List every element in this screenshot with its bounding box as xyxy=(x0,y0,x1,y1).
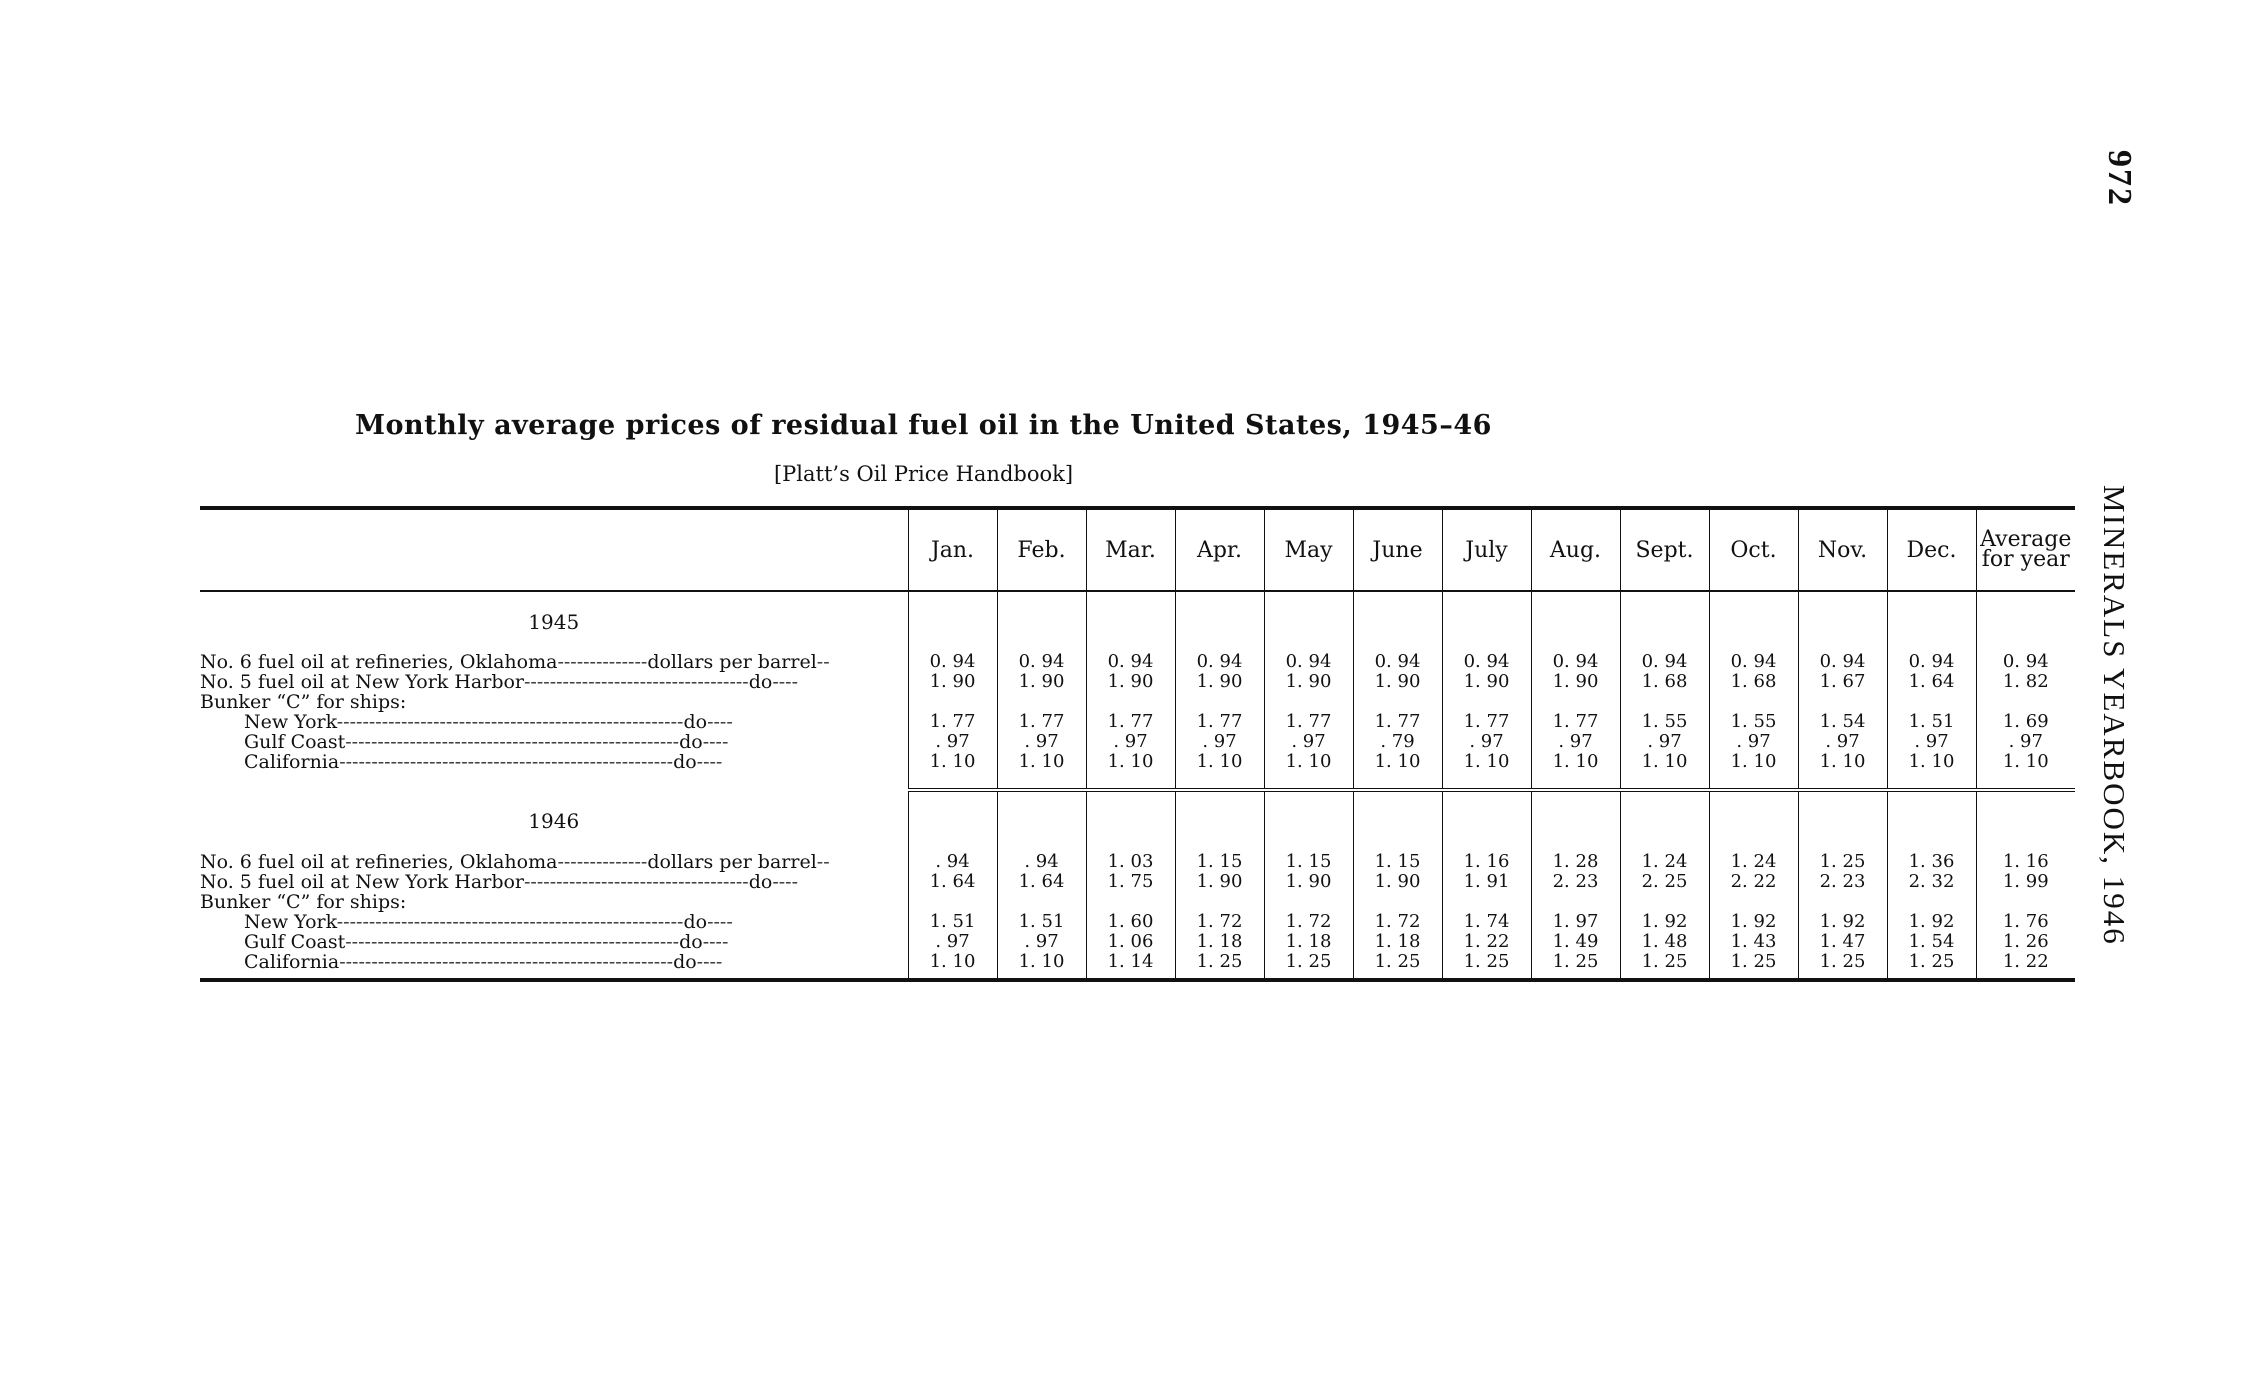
value-cell: . 97 xyxy=(1887,732,1976,752)
row-label-text: California xyxy=(244,952,340,973)
table-row xyxy=(200,692,2075,712)
table-row xyxy=(200,652,2075,672)
empty-cell xyxy=(997,790,1086,852)
value-cell: 1. 10 xyxy=(1442,752,1531,778)
leader-dots: ---------------------------------------------------- xyxy=(339,952,674,973)
value-cell xyxy=(1887,892,1976,912)
value-cell: 1. 25 xyxy=(1709,952,1798,980)
value-cell: 1. 28 xyxy=(1531,852,1620,872)
table-row xyxy=(200,952,2075,980)
value-cell: 2. 22 xyxy=(1709,872,1798,892)
value-cell: 1. 90 xyxy=(1175,672,1264,692)
table-title: Monthly average prices of residual fuel oil in the United States, 1945–46 xyxy=(355,410,1492,441)
empty-cell xyxy=(1442,790,1531,852)
value-cell xyxy=(997,692,1086,712)
value-cell: 1. 90 xyxy=(1353,672,1442,692)
value-cell: . 97 xyxy=(908,932,997,952)
col-apr: Apr. xyxy=(1175,508,1264,591)
col-feb: Feb. xyxy=(997,508,1086,591)
row-label xyxy=(200,952,908,980)
value-cell: 0. 94 xyxy=(1709,652,1798,672)
value-cell: 1. 77 xyxy=(1086,712,1175,732)
value-cell xyxy=(1086,892,1175,912)
value-cell: 1. 25 xyxy=(1620,952,1709,980)
value-cell: 1. 77 xyxy=(997,712,1086,732)
table-row xyxy=(200,752,2075,778)
row-label-text: No. 5 fuel oil at New York Harbor xyxy=(200,872,525,892)
value-cell: 0. 94 xyxy=(1442,652,1531,672)
table-row xyxy=(200,892,2075,912)
leader-dots: ----------------------------------- xyxy=(524,872,749,892)
value-cell: 1. 90 xyxy=(1175,872,1264,892)
value-cell: 0. 94 xyxy=(1353,652,1442,672)
value-cell: 1. 72 xyxy=(1175,912,1264,932)
row-label-text: California xyxy=(244,752,340,773)
empty-cell xyxy=(908,591,997,652)
price-table-container xyxy=(200,506,2075,982)
empty-cell xyxy=(1086,591,1175,652)
value-cell: 1. 64 xyxy=(908,872,997,892)
value-cell xyxy=(1442,692,1531,712)
separator-stub xyxy=(200,778,908,790)
row-label xyxy=(200,912,908,932)
year-row xyxy=(200,591,2075,652)
value-cell: 1. 76 xyxy=(1976,912,2075,932)
price-table xyxy=(200,506,2075,982)
row-unit: do xyxy=(673,952,697,973)
value-cell: 1. 25 xyxy=(1175,952,1264,980)
value-cell: 1. 90 xyxy=(1264,672,1353,692)
value-cell: 1. 14 xyxy=(1086,952,1175,980)
value-cell: 1. 26 xyxy=(1976,932,2075,952)
value-cell: 1. 10 xyxy=(997,752,1086,778)
value-cell: 2. 23 xyxy=(1798,872,1887,892)
value-cell: 1. 51 xyxy=(997,912,1086,932)
value-cell: 2. 25 xyxy=(1620,872,1709,892)
value-cell xyxy=(1353,692,1442,712)
empty-cell xyxy=(1353,790,1442,852)
separator-cell xyxy=(1976,778,2075,790)
leader-dots: -------------- xyxy=(557,852,648,872)
value-cell xyxy=(997,892,1086,912)
value-cell: 1. 64 xyxy=(997,872,1086,892)
value-cell xyxy=(1353,892,1442,912)
value-cell xyxy=(1175,692,1264,712)
value-cell: 2. 32 xyxy=(1887,872,1976,892)
average-label-line1: Average xyxy=(1980,527,2072,552)
col-jan: Jan. xyxy=(908,508,997,591)
table-body xyxy=(200,591,2075,980)
value-cell: 1. 54 xyxy=(1887,932,1976,952)
value-cell: 1. 25 xyxy=(1264,952,1353,980)
table-row xyxy=(200,912,2075,932)
stub-header xyxy=(200,508,908,591)
table-row xyxy=(200,852,2075,872)
value-cell: . 97 xyxy=(1798,732,1887,752)
row-label xyxy=(200,672,908,692)
value-cell: 1. 25 xyxy=(1353,952,1442,980)
value-cell: 1. 77 xyxy=(1531,712,1620,732)
row-unit: do xyxy=(673,752,697,773)
empty-cell xyxy=(1887,591,1976,652)
separator-cell xyxy=(1442,778,1531,790)
value-cell: 1. 15 xyxy=(1264,852,1353,872)
empty-cell xyxy=(1798,591,1887,652)
value-cell: 1. 10 xyxy=(1887,752,1976,778)
value-cell: 0. 94 xyxy=(1620,652,1709,672)
value-cell: . 97 xyxy=(1175,732,1264,752)
value-cell: 1. 18 xyxy=(1353,932,1442,952)
value-cell: 1. 68 xyxy=(1709,672,1798,692)
table-row xyxy=(200,872,2075,892)
separator-cell xyxy=(1175,778,1264,790)
value-cell: 1. 60 xyxy=(1086,912,1175,932)
value-cell xyxy=(908,692,997,712)
value-cell xyxy=(908,892,997,912)
col-jun: June xyxy=(1353,508,1442,591)
row-label xyxy=(200,752,908,778)
table-row xyxy=(200,672,2075,692)
empty-cell xyxy=(1798,790,1887,852)
value-cell: . 97 xyxy=(1531,732,1620,752)
value-cell: 1. 82 xyxy=(1976,672,2075,692)
value-cell: 1. 03 xyxy=(1086,852,1175,872)
row-unit: do xyxy=(748,872,773,892)
separator-cell xyxy=(1620,778,1709,790)
empty-cell xyxy=(1175,591,1264,652)
empty-cell xyxy=(1709,790,1798,852)
value-cell: 1. 25 xyxy=(1531,952,1620,980)
value-cell: 1. 51 xyxy=(908,912,997,932)
value-cell: 1. 92 xyxy=(1887,912,1976,932)
value-cell: 1. 15 xyxy=(1353,852,1442,872)
value-cell: 1. 15 xyxy=(1175,852,1264,872)
separator-cell xyxy=(1798,778,1887,790)
value-cell: 1. 90 xyxy=(1264,872,1353,892)
value-cell: 1. 77 xyxy=(1442,712,1531,732)
value-cell: 1. 18 xyxy=(1264,932,1353,952)
leader-dots: ------------------------------------------------------ xyxy=(336,912,684,932)
leader-dots-tail: ---- xyxy=(772,872,799,892)
empty-cell xyxy=(997,591,1086,652)
row-label xyxy=(200,732,908,752)
value-cell: 1. 16 xyxy=(1976,852,2075,872)
value-cell: 1. 06 xyxy=(1086,932,1175,952)
separator-cell xyxy=(1531,778,1620,790)
leader-dots: ----------------------------------- xyxy=(524,672,749,692)
col-jul: July xyxy=(1442,508,1531,591)
value-cell: 1. 92 xyxy=(1798,912,1887,932)
leader-dots-tail: ---- xyxy=(696,752,723,773)
value-cell xyxy=(1887,692,1976,712)
row-label xyxy=(200,652,908,672)
empty-cell xyxy=(1531,790,1620,852)
value-cell: 1. 22 xyxy=(1976,952,2075,980)
col-oct: Oct. xyxy=(1709,508,1798,591)
value-cell: . 97 xyxy=(1976,732,2075,752)
value-cell: 1. 54 xyxy=(1798,712,1887,732)
value-cell xyxy=(1798,692,1887,712)
value-cell: 0. 94 xyxy=(997,652,1086,672)
value-cell: 1. 10 xyxy=(997,952,1086,980)
value-cell xyxy=(1620,692,1709,712)
empty-cell xyxy=(908,790,997,852)
leader-dots-tail: ---- xyxy=(702,732,729,752)
col-may: May xyxy=(1264,508,1353,591)
leader-dots-tail: ---- xyxy=(772,672,799,692)
value-cell xyxy=(1798,892,1887,912)
value-cell: 1. 55 xyxy=(1620,712,1709,732)
row-unit: dollars per barrel xyxy=(647,852,817,872)
value-cell: 0. 94 xyxy=(1086,652,1175,672)
value-cell xyxy=(1264,692,1353,712)
row-label xyxy=(200,712,908,732)
separator-cell xyxy=(1086,778,1175,790)
value-cell: 1. 49 xyxy=(1531,932,1620,952)
value-cell: 1. 99 xyxy=(1976,872,2075,892)
col-mar: Mar. xyxy=(1086,508,1175,591)
section-separator xyxy=(200,778,2075,790)
row-label-text: Gulf Coast xyxy=(244,932,346,952)
value-cell: 1. 16 xyxy=(1442,852,1531,872)
empty-cell xyxy=(1175,790,1264,852)
value-cell: 1. 10 xyxy=(1175,752,1264,778)
value-cell: 0. 94 xyxy=(1175,652,1264,672)
empty-cell xyxy=(1086,790,1175,852)
value-cell: 1. 10 xyxy=(1798,752,1887,778)
value-cell: 1. 25 xyxy=(1798,852,1887,872)
leader-dots: -------------- xyxy=(557,652,648,672)
value-cell: 1. 91 xyxy=(1442,872,1531,892)
year-label: 1946 xyxy=(528,809,580,833)
value-cell: . 97 xyxy=(1620,732,1709,752)
value-cell: 1. 10 xyxy=(1353,752,1442,778)
value-cell: 1. 24 xyxy=(1620,852,1709,872)
value-cell: 1. 77 xyxy=(908,712,997,732)
value-cell: 0. 94 xyxy=(1887,652,1976,672)
row-label xyxy=(200,872,908,892)
value-cell: 0. 94 xyxy=(1531,652,1620,672)
value-cell: 1. 18 xyxy=(1175,932,1264,952)
value-cell: 1. 90 xyxy=(908,672,997,692)
col-aug: Aug. xyxy=(1531,508,1620,591)
leader-dots-tail: ---- xyxy=(707,712,733,732)
value-cell: 0. 94 xyxy=(1976,652,2075,672)
table-bottom-rule xyxy=(200,980,2075,982)
row-label xyxy=(200,852,908,872)
col-sep: Sept. xyxy=(1620,508,1709,591)
empty-cell xyxy=(1976,591,2075,652)
value-cell: 1. 10 xyxy=(1086,752,1175,778)
leader-dots: ---------------------------------------------------- xyxy=(345,732,680,752)
empty-cell xyxy=(1264,790,1353,852)
empty-cell xyxy=(1264,591,1353,652)
separator-cell xyxy=(997,778,1086,790)
table-source: [Platt’s Oil Price Handbook] xyxy=(773,462,1074,486)
separator-cell xyxy=(908,778,997,790)
value-cell: 1. 97 xyxy=(1531,912,1620,932)
value-cell xyxy=(1976,892,2075,912)
value-cell: 1. 90 xyxy=(1086,672,1175,692)
value-cell: . 97 xyxy=(997,732,1086,752)
value-cell xyxy=(1086,692,1175,712)
separator-cell xyxy=(1353,778,1442,790)
page-number: 972 xyxy=(2101,150,2138,207)
row-label-text: No. 5 fuel oil at New York Harbor xyxy=(200,672,525,692)
leader-dots: ---------------------------------------------------- xyxy=(345,932,680,952)
value-cell xyxy=(1531,692,1620,712)
col-dec: Dec. xyxy=(1887,508,1976,591)
col-average xyxy=(1976,508,2075,591)
value-cell: 1. 90 xyxy=(1353,872,1442,892)
value-cell: 1. 64 xyxy=(1887,672,1976,692)
value-cell xyxy=(1976,692,2075,712)
value-cell: 1. 74 xyxy=(1442,912,1531,932)
row-label-text: New York xyxy=(244,912,337,932)
value-cell: 0. 94 xyxy=(1264,652,1353,672)
leader-dots-tail: -- xyxy=(816,652,830,672)
value-cell: . 97 xyxy=(908,732,997,752)
value-cell: . 97 xyxy=(1442,732,1531,752)
empty-cell xyxy=(1442,591,1531,652)
row-label-text: Gulf Coast xyxy=(244,732,346,752)
row-label-text: New York xyxy=(244,712,337,732)
separator-cell xyxy=(1709,778,1798,790)
value-cell: 1. 90 xyxy=(997,672,1086,692)
row-label xyxy=(200,932,908,952)
average-label-line2: for year xyxy=(1981,547,2070,572)
empty-cell xyxy=(1353,591,1442,652)
separator-cell xyxy=(1887,778,1976,790)
year-label: 1945 xyxy=(528,610,580,634)
value-cell: 1. 10 xyxy=(1264,752,1353,778)
value-cell xyxy=(1620,892,1709,912)
row-unit: do xyxy=(679,732,703,752)
value-cell: 1. 77 xyxy=(1353,712,1442,732)
value-cell: . 97 xyxy=(1086,732,1175,752)
value-cell xyxy=(1175,892,1264,912)
value-cell: 1. 92 xyxy=(1620,912,1709,932)
value-cell xyxy=(1709,692,1798,712)
row-unit: do xyxy=(748,672,773,692)
value-cell: 1. 68 xyxy=(1620,672,1709,692)
value-cell: 1. 69 xyxy=(1976,712,2075,732)
value-cell: 1. 77 xyxy=(1264,712,1353,732)
empty-cell xyxy=(1620,790,1709,852)
value-cell: 1. 92 xyxy=(1709,912,1798,932)
row-label xyxy=(200,692,908,712)
value-cell: 1. 90 xyxy=(1531,672,1620,692)
value-cell: . 79 xyxy=(1353,732,1442,752)
separator-cell xyxy=(1264,778,1353,790)
empty-cell xyxy=(1976,790,2075,852)
value-cell: 1. 67 xyxy=(1798,672,1887,692)
value-cell: 1. 10 xyxy=(1709,752,1798,778)
value-cell: 1. 24 xyxy=(1709,852,1798,872)
empty-cell xyxy=(1887,790,1976,852)
value-cell: 0. 94 xyxy=(908,652,997,672)
row-unit: do xyxy=(679,932,703,952)
value-cell: 1. 90 xyxy=(1442,672,1531,692)
row-label-text: Bunker “C” for ships: xyxy=(200,692,407,712)
value-cell: . 97 xyxy=(1264,732,1353,752)
value-cell xyxy=(1442,892,1531,912)
row-unit: do xyxy=(683,712,708,732)
value-cell: 1. 25 xyxy=(1887,952,1976,980)
header-row xyxy=(200,508,2075,591)
row-label-text: No. 6 fuel oil at refineries, Oklahoma xyxy=(200,852,558,872)
value-cell: 1. 25 xyxy=(1442,952,1531,980)
leader-dots-tail: ---- xyxy=(696,952,723,973)
value-cell: 2. 23 xyxy=(1531,872,1620,892)
value-cell xyxy=(1531,892,1620,912)
row-label-text: Bunker “C” for ships: xyxy=(200,892,407,912)
leader-dots-tail: -- xyxy=(816,852,830,872)
leader-dots-tail: ---- xyxy=(702,932,729,952)
running-head: MINERALS YEARBOOK, 1946 xyxy=(2097,485,2132,946)
value-cell: 1. 72 xyxy=(1264,912,1353,932)
value-cell: 1. 10 xyxy=(908,952,997,980)
value-cell: 1. 10 xyxy=(1976,752,2075,778)
value-cell: . 97 xyxy=(997,932,1086,952)
table-row xyxy=(200,932,2075,952)
table-row xyxy=(200,732,2075,752)
row-unit: do xyxy=(683,912,708,932)
value-cell: 1. 10 xyxy=(908,752,997,778)
leader-dots-tail: ---- xyxy=(707,912,733,932)
row-label xyxy=(200,892,908,912)
value-cell: . 94 xyxy=(997,852,1086,872)
empty-cell xyxy=(1709,591,1798,652)
table-row xyxy=(200,712,2075,732)
value-cell: 1. 43 xyxy=(1709,932,1798,952)
col-nov: Nov. xyxy=(1798,508,1887,591)
row-unit: dollars per barrel xyxy=(647,652,817,672)
value-cell: . 94 xyxy=(908,852,997,872)
year-row xyxy=(200,790,2075,852)
empty-cell xyxy=(1620,591,1709,652)
value-cell: 1. 75 xyxy=(1086,872,1175,892)
value-cell: 1. 25 xyxy=(1798,952,1887,980)
value-cell: 1. 10 xyxy=(1620,752,1709,778)
value-cell xyxy=(1709,892,1798,912)
value-cell: 1. 48 xyxy=(1620,932,1709,952)
value-cell: 1. 10 xyxy=(1531,752,1620,778)
empty-cell xyxy=(1531,591,1620,652)
value-cell: 1. 22 xyxy=(1442,932,1531,952)
row-label-text: No. 6 fuel oil at refineries, Oklahoma xyxy=(200,652,558,672)
value-cell: . 97 xyxy=(1709,732,1798,752)
leader-dots: ---------------------------------------------------- xyxy=(339,752,674,773)
value-cell: 1. 55 xyxy=(1709,712,1798,732)
leader-dots: ------------------------------------------------------ xyxy=(336,712,684,732)
value-cell: 1. 47 xyxy=(1798,932,1887,952)
value-cell xyxy=(1264,892,1353,912)
value-cell: 1. 77 xyxy=(1175,712,1264,732)
value-cell: 1. 72 xyxy=(1353,912,1442,932)
value-cell: 1. 36 xyxy=(1887,852,1976,872)
value-cell: 1. 51 xyxy=(1887,712,1976,732)
value-cell: 0. 94 xyxy=(1798,652,1887,672)
